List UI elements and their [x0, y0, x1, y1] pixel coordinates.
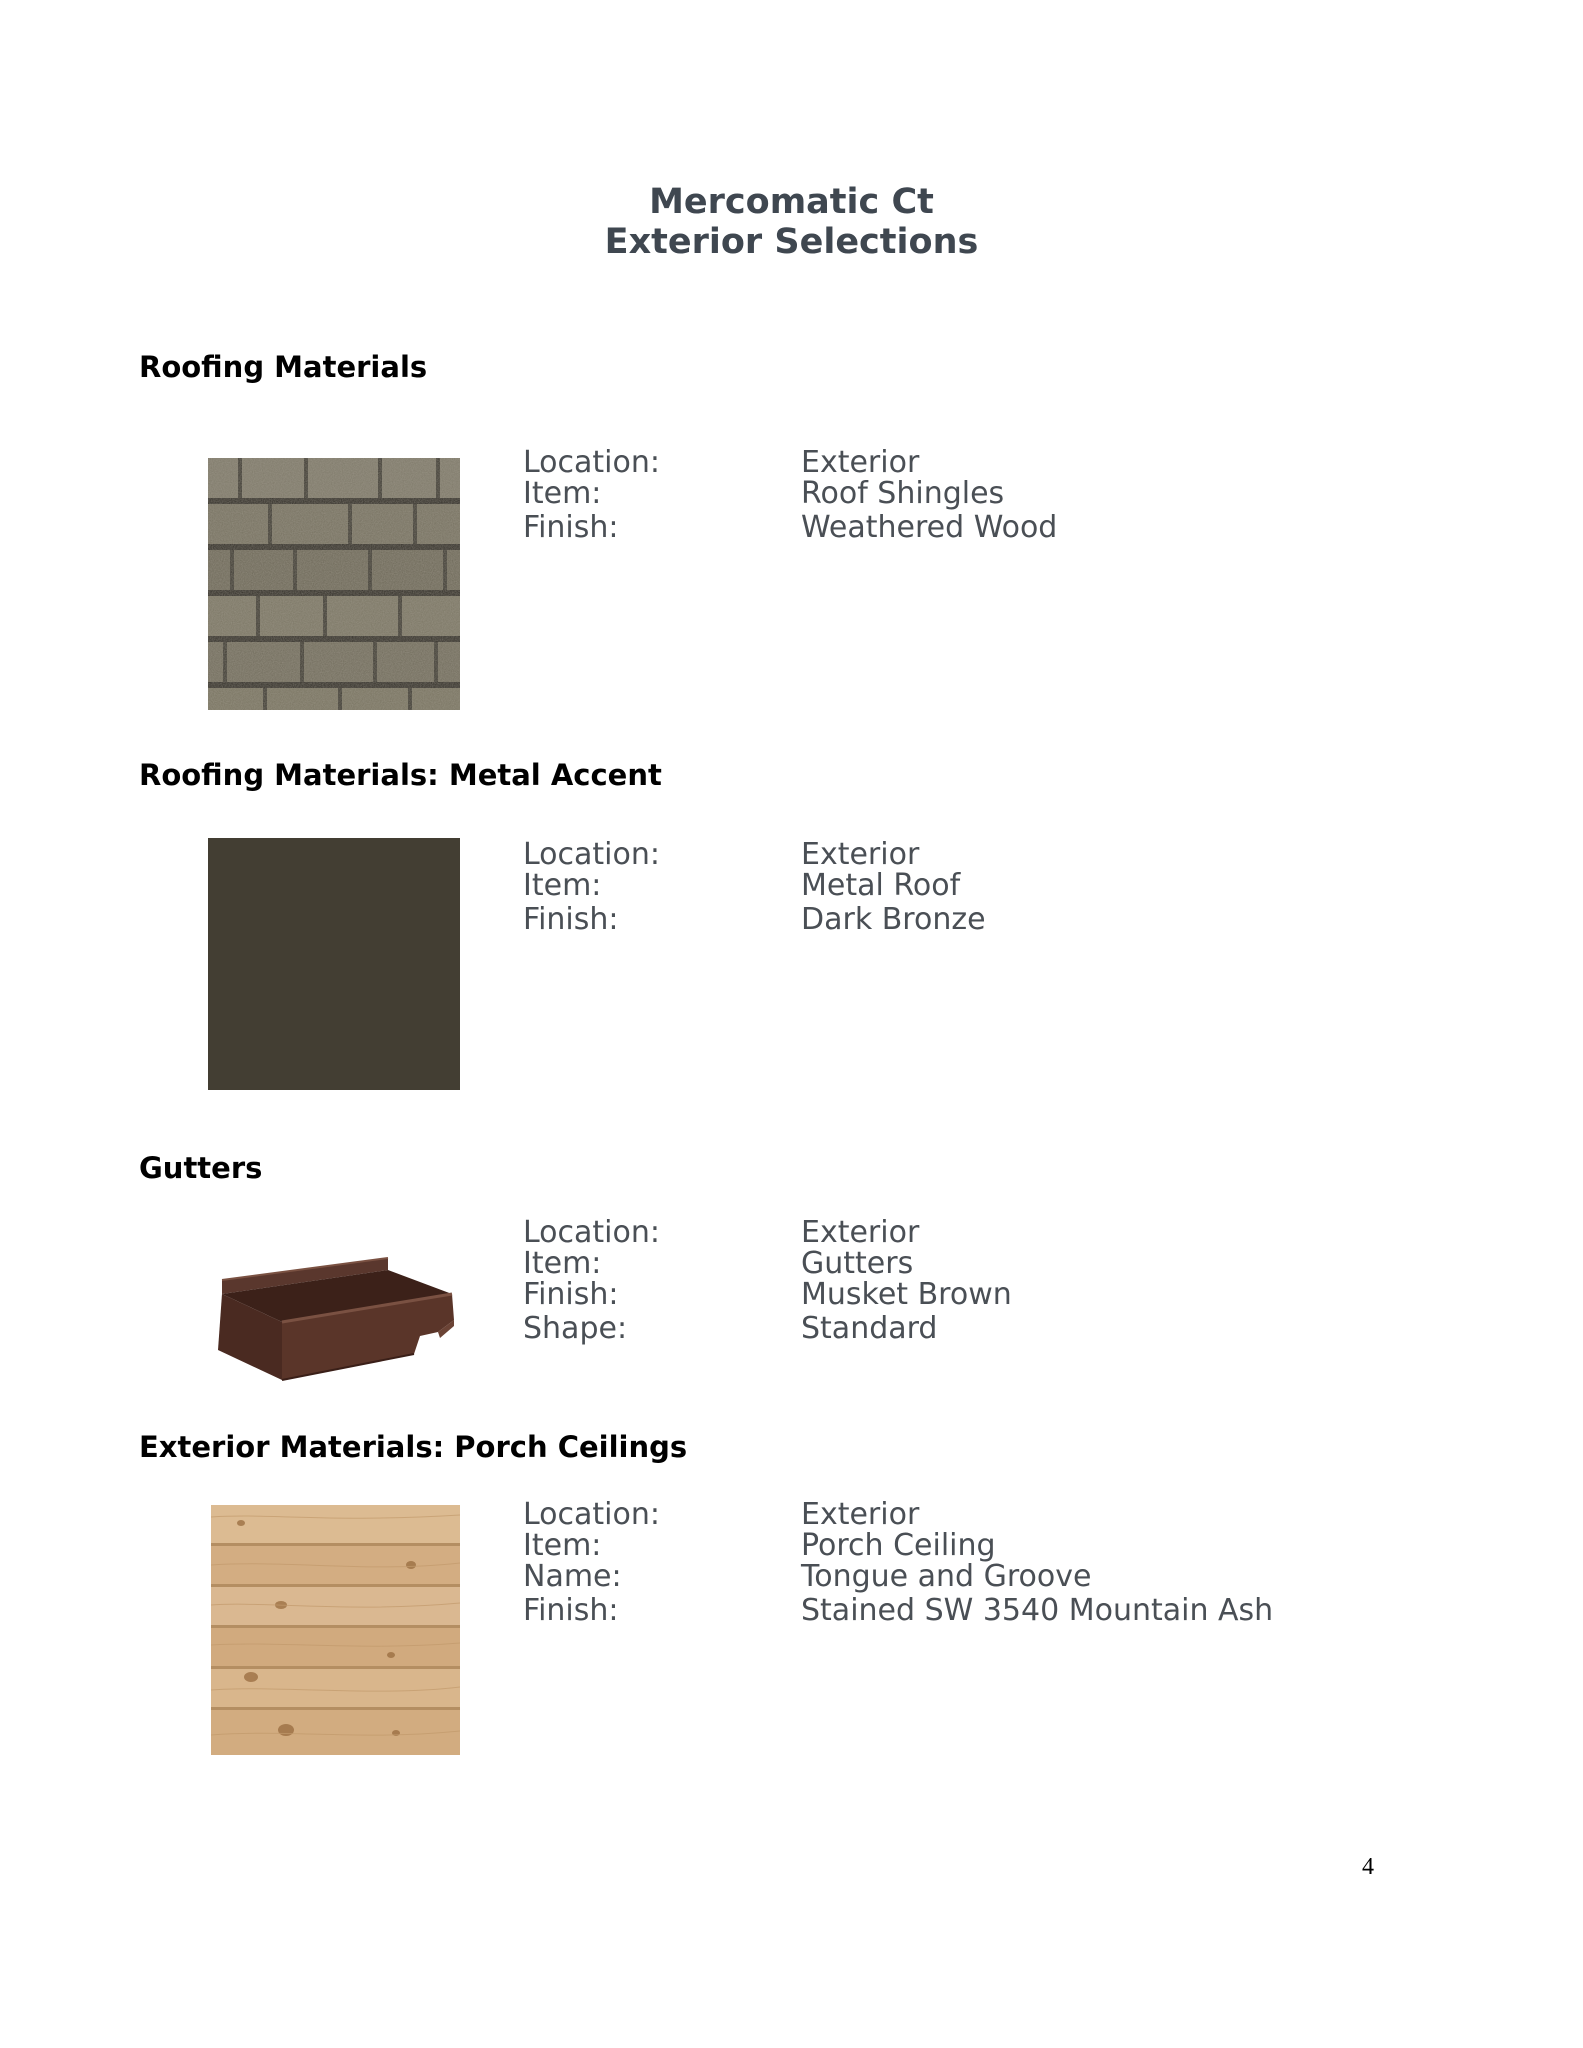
gutter-image — [208, 1250, 463, 1390]
page-number: 4 — [1362, 1854, 1374, 1880]
metal-finish-value: Dark Bronze — [801, 902, 986, 937]
porch-finish-value: Stained SW 3540 Mountain Ash — [801, 1593, 1274, 1628]
section-heading-roofing: Roofing Materials — [139, 350, 428, 384]
gutters-shape-label: Shape: — [523, 1311, 628, 1346]
gutters-item-value: Gutters — [801, 1246, 914, 1281]
roof-shingles-swatch — [208, 458, 460, 710]
roofing-item-label: Item: — [523, 476, 602, 511]
page-title-line-1: Mercomatic Ct — [649, 182, 934, 222]
metal-location-value: Exterior — [801, 837, 920, 872]
roofing-item-value: Roof Shingles — [801, 476, 1005, 511]
metal-location-label: Location: — [523, 837, 660, 872]
gutters-shape-value: Standard — [801, 1311, 938, 1346]
section-heading-metal-accent: Roofing Materials: Metal Accent — [139, 758, 662, 792]
porch-item-label: Item: — [523, 1528, 602, 1563]
porch-name-value: Tongue and Groove — [801, 1559, 1092, 1594]
page-title-line-2: Exterior Selections — [604, 222, 979, 262]
roofing-location-value: Exterior — [801, 445, 920, 480]
gutters-location-value: Exterior — [801, 1215, 920, 1250]
section-heading-porch-ceilings: Exterior Materials: Porch Ceilings — [139, 1430, 688, 1464]
gutters-location-label: Location: — [523, 1215, 660, 1250]
gutters-finish-label: Finish: — [523, 1277, 619, 1312]
porch-ceiling-swatch — [211, 1505, 460, 1755]
roofing-finish-label: Finish: — [523, 510, 619, 545]
metal-item-label: Item: — [523, 868, 602, 903]
porch-location-label: Location: — [523, 1497, 660, 1532]
gutters-finish-value: Musket Brown — [801, 1277, 1012, 1312]
section-heading-gutters: Gutters — [139, 1151, 263, 1185]
metal-finish-label: Finish: — [523, 902, 619, 937]
porch-name-label: Name: — [523, 1559, 622, 1594]
gutters-item-label: Item: — [523, 1246, 602, 1281]
roofing-finish-value: Weathered Wood — [801, 510, 1058, 545]
porch-location-value: Exterior — [801, 1497, 920, 1532]
metal-roof-swatch — [208, 838, 460, 1090]
metal-item-value: Metal Roof — [801, 868, 961, 903]
porch-item-value: Porch Ceiling — [801, 1528, 996, 1563]
porch-finish-label: Finish: — [523, 1593, 619, 1628]
roofing-location-label: Location: — [523, 445, 660, 480]
